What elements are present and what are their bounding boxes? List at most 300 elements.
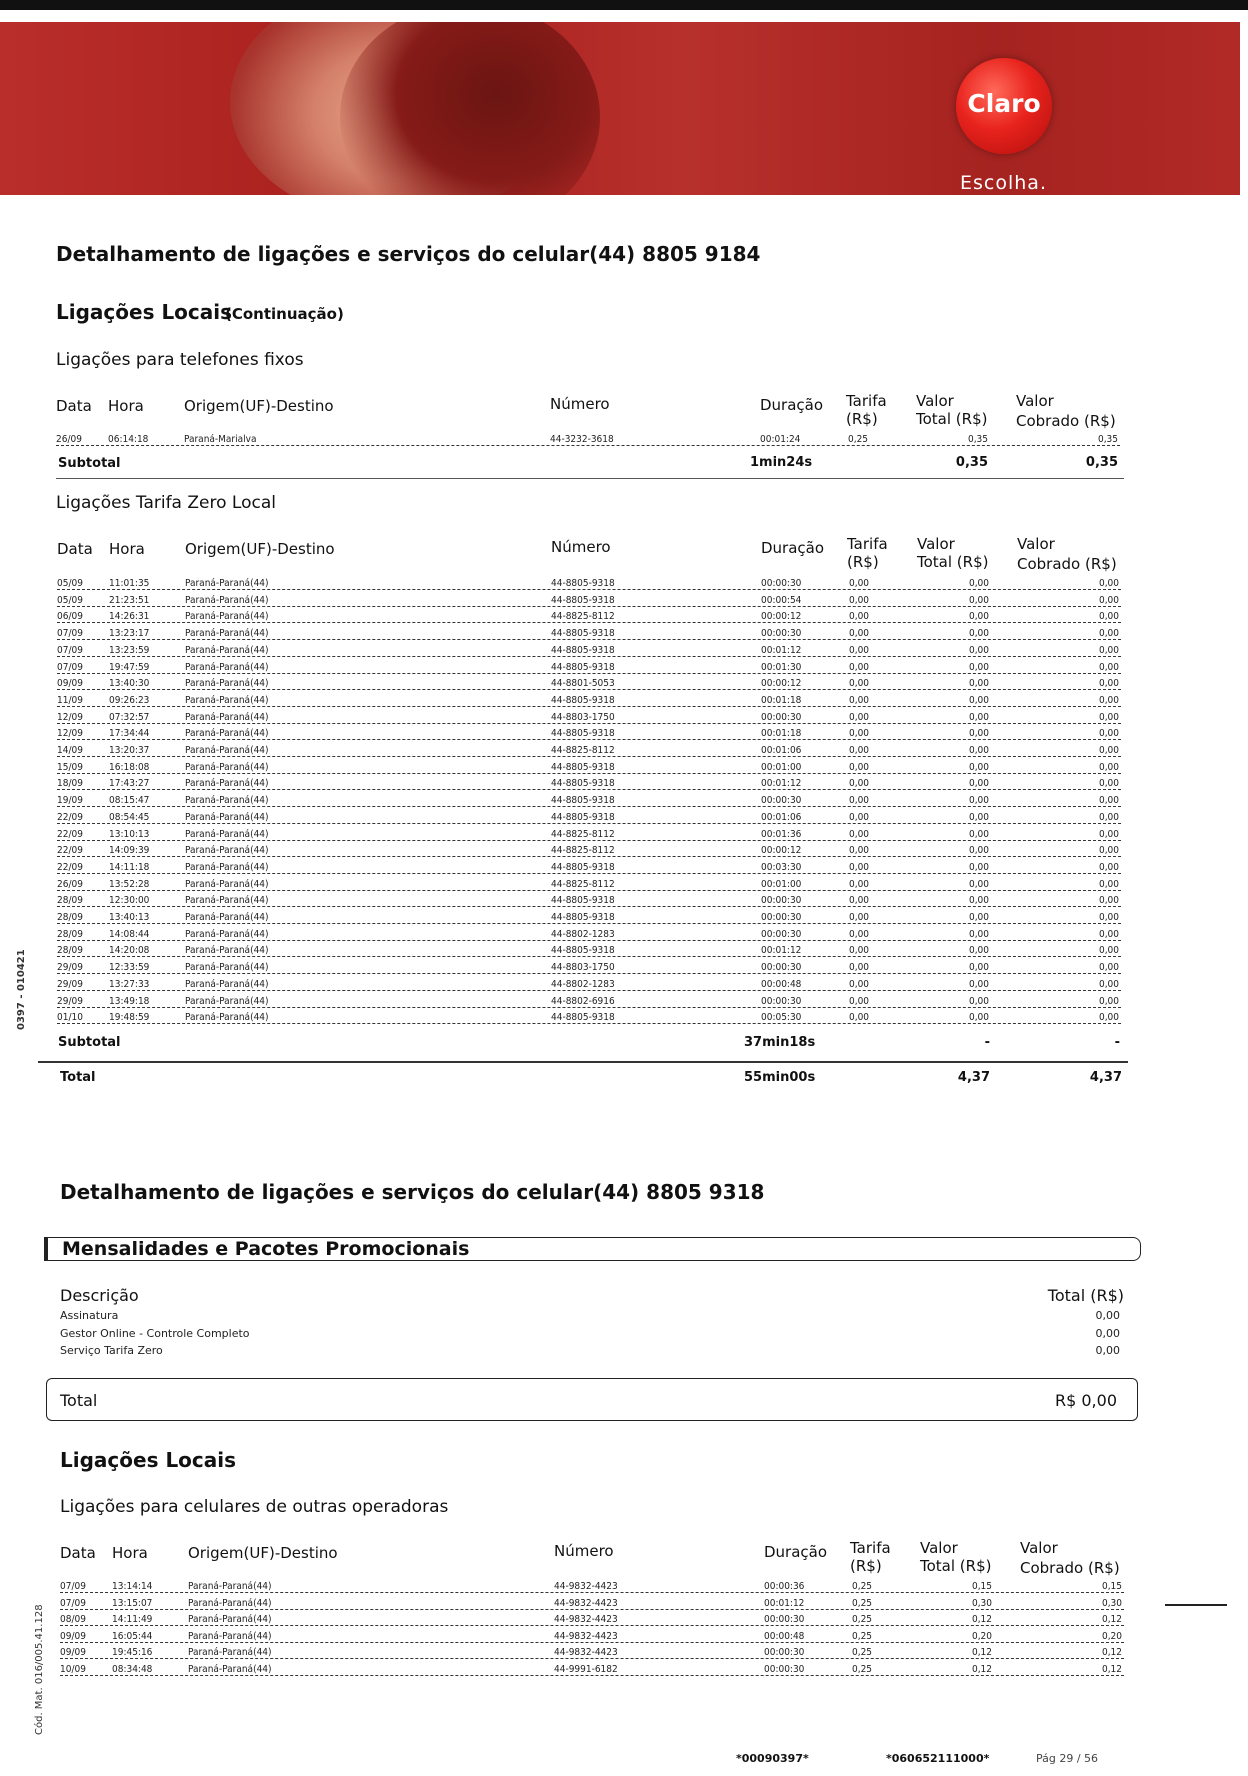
cell-valor-total: 0,00 <box>968 811 989 823</box>
cell-valor-cobrado: 0,00 <box>1098 761 1119 773</box>
row-leader-line <box>60 1609 1124 1610</box>
cell-valor-total: 0,00 <box>968 611 989 623</box>
cell-numero: 44-8805-9318 <box>551 778 615 790</box>
total-divider <box>38 1061 1128 1063</box>
mensalidades-total-value: R$ 0,00 <box>1054 1391 1117 1410</box>
cell-data: 19/09 <box>57 795 83 807</box>
cell-valor-total: 0,00 <box>968 878 989 890</box>
cell-hora: 13:20:37 <box>109 745 150 756</box>
mensalidades-header-box <box>44 1237 1141 1261</box>
section2-group-title: Ligações Locais <box>60 1448 237 1472</box>
mensalidades-col-total: Total (R$) <box>1047 1286 1124 1305</box>
cell-valor-total: 0,00 <box>968 895 989 907</box>
cell-valor-total: 0,00 <box>968 578 989 589</box>
cell-valor-cobrado: 0,00 <box>1098 661 1119 673</box>
row-leader-line <box>57 739 1121 740</box>
cell-hora: 13:49:18 <box>109 995 150 1007</box>
cell-data: 05/09 <box>57 578 83 589</box>
cell-duracao: 00:03:30 <box>761 861 802 873</box>
cell-data: 18/09 <box>57 778 83 790</box>
subtotal2-duracao: 37min18s <box>744 1035 816 1050</box>
cell-valor-total: 0,00 <box>968 628 989 640</box>
cell-duracao: 00:01:00 <box>761 878 802 890</box>
header-banner <box>0 22 1240 195</box>
col-header-valor-cobrado: Valor <box>1020 1539 1058 1557</box>
banner-photo-hair <box>340 22 600 195</box>
row-leader-line <box>57 923 1121 924</box>
row-leader-line <box>57 622 1121 623</box>
cell-hora: 17:34:44 <box>109 728 150 740</box>
cell-valor-total: 0,00 <box>968 594 989 606</box>
cell-numero: 44-8803-1750 <box>551 962 615 974</box>
cell-tarifa: 0,00 <box>849 962 870 974</box>
cell-duracao: 00:01:12 <box>761 644 802 656</box>
cell-hora: 13:14:14 <box>112 1581 153 1592</box>
col-header-data: Data <box>60 1544 96 1562</box>
row-leader-line <box>57 789 1121 790</box>
cell-numero: 44-9832-4423 <box>554 1597 618 1609</box>
cell-numero: 44-8805-9318 <box>551 728 615 740</box>
cell-tarifa: 0,00 <box>849 761 870 773</box>
row-leader-line <box>57 823 1121 824</box>
cell-data: 22/09 <box>57 845 83 857</box>
cell-valor-cobrado: 0,35 <box>1097 434 1118 445</box>
cell-tarifa: 0,00 <box>849 945 870 957</box>
cell-hora: 12:30:00 <box>109 895 150 907</box>
cell-tarifa: 0,00 <box>849 861 870 873</box>
mensalidades-total-label: Total <box>60 1391 98 1410</box>
cell-origem: Paraná-Paraná(44) <box>185 811 269 823</box>
cell-data: 28/09 <box>57 945 83 957</box>
col-header-tarifa-unit: (R$) <box>846 410 878 428</box>
subtotal2-valor-total: - <box>984 1035 990 1050</box>
mensalidade-desc: Assinatura <box>60 1309 119 1322</box>
cell-data: 06/09 <box>57 611 83 623</box>
cell-duracao: 00:00:30 <box>761 962 802 974</box>
row-leader-line <box>57 606 1121 607</box>
divider <box>56 478 1124 479</box>
row-leader-line <box>57 639 1121 640</box>
row-leader-line <box>57 906 1121 907</box>
cell-hora: 13:52:28 <box>109 878 150 890</box>
cell-valor-total: 0,00 <box>968 678 989 690</box>
cell-duracao: 00:00:30 <box>761 995 802 1007</box>
cell-data: 26/09 <box>57 878 83 890</box>
top-edge-bar <box>0 0 1248 10</box>
cell-data: 07/09 <box>60 1597 86 1609</box>
cell-valor-total: 0,00 <box>968 795 989 807</box>
cell-numero: 44-9832-4423 <box>554 1647 618 1658</box>
cell-origem: Paraná-Paraná(44) <box>185 694 269 706</box>
cell-valor-cobrado: 0,00 <box>1098 778 1119 790</box>
cell-numero: 44-8825-8112 <box>551 828 615 840</box>
cell-valor-cobrado: 0,30 <box>1101 1597 1122 1609</box>
footer-code-2: *060652111000* <box>886 1752 990 1765</box>
subtotal2-label: Subtotal <box>58 1035 121 1050</box>
cell-numero: 44-8825-8112 <box>551 611 615 623</box>
cell-valor-cobrado: 0,00 <box>1098 795 1119 807</box>
cell-origem: Paraná-Paraná(44) <box>185 978 269 990</box>
cell-duracao: 00:00:30 <box>761 711 802 723</box>
cell-data: 12/09 <box>57 728 83 740</box>
cell-valor-cobrado: 0,12 <box>1101 1663 1122 1675</box>
cell-hora: 06:14:18 <box>108 434 149 445</box>
cell-valor-cobrado: 0,00 <box>1098 728 1119 740</box>
col-header-valor-total: Valor <box>916 392 954 410</box>
cell-origem: Paraná-Paraná(44) <box>185 578 269 589</box>
cell-valor-total: 0,00 <box>968 845 989 857</box>
cell-data: 14/09 <box>57 745 83 756</box>
cell-hora: 13:27:33 <box>109 978 150 990</box>
cell-numero: 44-8825-8112 <box>551 878 615 890</box>
cell-hora: 19:48:59 <box>109 1012 150 1024</box>
cell-duracao: 00:00:30 <box>761 578 802 589</box>
cell-hora: 14:08:44 <box>109 928 150 940</box>
cell-hora: 19:47:59 <box>109 661 150 673</box>
cell-data: 22/09 <box>57 811 83 823</box>
cell-duracao: 00:01:00 <box>761 761 802 773</box>
mensalidade-total: 0,00 <box>1095 1344 1120 1357</box>
col-header-valor-total: Valor <box>917 535 955 553</box>
cell-numero: 44-8825-8112 <box>551 745 615 756</box>
cell-numero: 44-3232-3618 <box>550 434 614 445</box>
subtotal2-valor-cobrado: - <box>1114 1035 1120 1050</box>
row-leader-line <box>57 890 1121 891</box>
col-header-tarifa: Tarifa <box>846 392 887 410</box>
col-header-data: Data <box>57 540 93 558</box>
cell-tarifa: 0,00 <box>849 594 870 606</box>
cell-duracao: 00:01:12 <box>761 778 802 790</box>
cell-duracao: 00:00:48 <box>761 978 802 990</box>
cell-duracao: 00:01:06 <box>761 811 802 823</box>
cell-valor-total: 0,15 <box>971 1581 992 1592</box>
cell-numero: 44-9832-4423 <box>554 1630 618 1642</box>
cell-tarifa: 0,25 <box>848 434 869 445</box>
cell-valor-cobrado: 0,00 <box>1098 578 1119 589</box>
col-header-origem: Origem(UF)-Destino <box>184 397 334 415</box>
cell-origem: Paraná-Paraná(44) <box>188 1597 272 1609</box>
row-leader-line <box>57 689 1121 690</box>
cell-hora: 21:23:51 <box>109 594 150 606</box>
cell-valor-cobrado: 0,00 <box>1098 845 1119 857</box>
cell-valor-cobrado: 0,00 <box>1098 861 1119 873</box>
col-header-tarifa-unit: (R$) <box>850 1557 882 1575</box>
row-leader-line <box>57 723 1121 724</box>
cell-duracao: 00:01:24 <box>760 434 801 445</box>
cell-origem: Paraná-Paraná(44) <box>188 1614 272 1625</box>
cell-duracao: 00:00:30 <box>761 928 802 940</box>
col-header-tarifa: Tarifa <box>850 1539 891 1557</box>
cell-numero: 44-8805-9318 <box>551 761 615 773</box>
row-leader-line <box>57 873 1121 874</box>
cell-numero: 44-8805-9318 <box>551 945 615 957</box>
cell-data: 07/09 <box>57 644 83 656</box>
cell-tarifa: 0,00 <box>849 845 870 857</box>
col-header-numero: Número <box>550 395 610 413</box>
cell-hora: 13:10:13 <box>109 828 150 840</box>
cell-data: 22/09 <box>57 828 83 840</box>
cell-valor-cobrado: 0,00 <box>1098 644 1119 656</box>
cell-valor-cobrado: 0,00 <box>1098 962 1119 974</box>
cell-numero: 44-8805-9318 <box>551 594 615 606</box>
cell-origem: Paraná-Paraná(44) <box>185 761 269 773</box>
cell-hora: 19:45:16 <box>112 1647 153 1658</box>
cell-valor-total: 0,00 <box>968 711 989 723</box>
cell-origem: Paraná-Paraná(44) <box>185 945 269 957</box>
cell-numero: 44-8805-9318 <box>551 912 615 923</box>
cell-origem: Paraná-Paraná(44) <box>185 878 269 890</box>
row-leader-line <box>57 673 1121 674</box>
cell-valor-total: 0,00 <box>968 828 989 840</box>
row-leader-line <box>57 840 1121 841</box>
cell-data: 05/09 <box>57 594 83 606</box>
cell-hora: 14:11:49 <box>112 1614 153 1625</box>
cell-valor-total: 0,00 <box>968 978 989 990</box>
cell-data: 10/09 <box>60 1663 86 1675</box>
total-duracao: 55min00s <box>744 1070 816 1085</box>
cell-data: 29/09 <box>57 978 83 990</box>
cell-tarifa: 0,25 <box>852 1614 873 1625</box>
row-leader-line <box>60 1658 1124 1659</box>
cell-valor-total: 0,12 <box>971 1614 992 1625</box>
cell-duracao: 00:00:12 <box>761 678 802 690</box>
cell-hora: 13:15:07 <box>112 1597 153 1609</box>
cell-tarifa: 0,00 <box>849 661 870 673</box>
section1-group-note: (Continuação) <box>225 305 344 323</box>
cell-valor-cobrado: 0,00 <box>1098 694 1119 706</box>
col-header-tarifa: Tarifa <box>847 535 888 553</box>
cell-duracao: 00:01:12 <box>764 1597 805 1609</box>
cell-numero: 44-8801-5053 <box>551 678 615 690</box>
cell-data: 29/09 <box>57 995 83 1007</box>
cell-origem: Paraná-Paraná(44) <box>188 1630 272 1642</box>
col-header-origem: Origem(UF)-Destino <box>185 540 335 558</box>
cell-data: 09/09 <box>57 678 83 690</box>
mensalidade-total: 0,00 <box>1095 1309 1120 1322</box>
cell-origem: Paraná-Paraná(44) <box>188 1581 272 1592</box>
cell-numero: 44-8805-9318 <box>551 895 615 907</box>
col-header-valor-cobrado: Valor <box>1017 535 1055 553</box>
cell-hora: 16:05:44 <box>112 1630 153 1642</box>
cell-hora: 09:26:23 <box>109 694 150 706</box>
cell-numero: 44-8802-1283 <box>551 928 615 940</box>
cell-origem: Paraná-Paraná(44) <box>185 795 269 807</box>
cell-valor-cobrado: 0,00 <box>1098 878 1119 890</box>
cell-valor-total: 0,12 <box>971 1647 992 1658</box>
cell-numero: 44-9832-4423 <box>554 1614 618 1625</box>
cell-origem: Paraná-Marialva <box>184 434 257 445</box>
cell-duracao: 00:05:30 <box>761 1012 802 1024</box>
cell-valor-cobrado: 0,00 <box>1098 945 1119 957</box>
col-header-data: Data <box>56 397 92 415</box>
row-leader-line <box>60 1675 1124 1676</box>
cell-valor-cobrado: 0,00 <box>1098 895 1119 907</box>
cell-duracao: 00:00:30 <box>761 628 802 640</box>
row-leader-line <box>60 1642 1124 1643</box>
cell-duracao: 00:00:54 <box>761 594 802 606</box>
side-code-bottom: Cód. Mat. 016/005.41.128 <box>34 1604 45 1735</box>
cell-valor-cobrado: 0,00 <box>1098 611 1119 623</box>
footer-code-1: *00090397* <box>736 1752 809 1765</box>
cell-duracao: 00:00:30 <box>764 1647 805 1658</box>
row-leader-line <box>57 973 1121 974</box>
cell-duracao: 00:00:30 <box>761 912 802 923</box>
cell-origem: Paraná-Paraná(44) <box>188 1663 272 1675</box>
cell-valor-cobrado: 0,12 <box>1101 1647 1122 1658</box>
cell-tarifa: 0,00 <box>849 644 870 656</box>
cell-hora: 14:20:08 <box>109 945 150 957</box>
cell-duracao: 00:00:36 <box>764 1581 805 1592</box>
cell-duracao: 00:00:12 <box>761 611 802 623</box>
cell-numero: 44-8805-9318 <box>551 811 615 823</box>
cell-valor-cobrado: 0,00 <box>1098 628 1119 640</box>
col-header-origem: Origem(UF)-Destino <box>188 1544 338 1562</box>
cell-numero: 44-8805-9318 <box>551 694 615 706</box>
mensalidades-title: Mensalidades e Pacotes Promocionais <box>62 1238 470 1260</box>
row-leader-line <box>57 706 1121 707</box>
cell-valor-cobrado: 0,00 <box>1098 912 1119 923</box>
col-header-valor-cobrado-unit: Cobrado (R$) <box>1017 555 1117 573</box>
cell-duracao: 00:00:30 <box>761 795 802 807</box>
cell-tarifa: 0,25 <box>852 1647 873 1658</box>
cell-origem: Paraná-Paraná(44) <box>185 728 269 740</box>
col-header-valor-total: Valor <box>920 1539 958 1557</box>
cell-tarifa: 0,25 <box>852 1581 873 1592</box>
cell-numero: 44-8805-9318 <box>551 1012 615 1024</box>
cell-duracao: 00:00:30 <box>764 1614 805 1625</box>
cell-tarifa: 0,00 <box>849 811 870 823</box>
cell-hora: 17:43:27 <box>109 778 150 790</box>
cell-valor-total: 0,00 <box>968 928 989 940</box>
cell-hora: 08:34:48 <box>112 1663 153 1675</box>
cell-duracao: 00:01:12 <box>761 945 802 957</box>
cell-tarifa: 0,00 <box>849 795 870 807</box>
cell-duracao: 00:01:18 <box>761 694 802 706</box>
cell-valor-total: 0,12 <box>971 1663 992 1675</box>
col-header-numero: Número <box>554 1542 614 1560</box>
col-header-valor-total-unit: Total (R$) <box>917 553 989 571</box>
total-valor-total: 4,37 <box>957 1070 990 1085</box>
cell-tarifa: 0,00 <box>849 978 870 990</box>
cell-valor-total: 0,00 <box>968 861 989 873</box>
col-header-valor-total-unit: Total (R$) <box>920 1557 992 1575</box>
cell-data: 07/09 <box>57 661 83 673</box>
row-leader-line <box>57 756 1121 757</box>
mensalidade-total: 0,00 <box>1095 1326 1120 1340</box>
cell-tarifa: 0,00 <box>849 678 870 690</box>
cell-tarifa: 0,25 <box>852 1597 873 1609</box>
cell-tarifa: 0,00 <box>849 745 870 756</box>
cell-tarifa: 0,00 <box>849 611 870 623</box>
cell-data: 28/09 <box>57 928 83 940</box>
cell-duracao: 00:00:12 <box>761 845 802 857</box>
cell-valor-total: 0,00 <box>968 1012 989 1024</box>
col-header-hora: Hora <box>109 540 145 558</box>
cell-valor-total: 0,00 <box>968 728 989 740</box>
cell-hora: 07:32:57 <box>109 711 150 723</box>
row-leader-line <box>57 1023 1121 1024</box>
cell-hora: 14:09:39 <box>109 845 150 857</box>
row-leader-line <box>57 589 1121 590</box>
mensalidade-desc: Serviço Tarifa Zero <box>60 1344 163 1357</box>
cell-duracao: 00:00:48 <box>764 1630 805 1642</box>
cell-data: 09/09 <box>60 1647 86 1658</box>
col-header-tarifa-unit: (R$) <box>847 553 879 571</box>
cell-tarifa: 0,00 <box>849 778 870 790</box>
section2-title: Detalhamento de ligações e serviços do celular(44) 8805 9318 <box>60 1180 765 1204</box>
cell-tarifa: 0,00 <box>849 711 870 723</box>
cell-data: 08/09 <box>60 1614 86 1625</box>
cell-valor-total: 0,00 <box>968 945 989 957</box>
section1-title: Detalhamento de ligações e serviços do celular(44) 8805 9184 <box>56 242 761 266</box>
cell-data: 01/10 <box>57 1012 83 1024</box>
cell-data: 07/09 <box>57 628 83 640</box>
cell-valor-total: 0,00 <box>968 761 989 773</box>
cell-tarifa: 0,25 <box>852 1663 873 1675</box>
sub1-title: Ligações para telefones fixos <box>56 350 304 370</box>
cell-valor-cobrado: 0,00 <box>1098 678 1119 690</box>
claro-logo <box>956 58 1052 154</box>
cell-hora: 16:18:08 <box>109 761 150 773</box>
cell-numero: 44-8805-9318 <box>551 661 615 673</box>
cell-data: 28/09 <box>57 895 83 907</box>
cell-origem: Paraná-Paraná(44) <box>185 661 269 673</box>
cell-valor-cobrado: 0,00 <box>1098 1012 1119 1024</box>
row-leader-line <box>57 856 1121 857</box>
cell-origem: Paraná-Paraná(44) <box>185 778 269 790</box>
mensalidades-total-box <box>46 1378 1138 1421</box>
cell-duracao: 00:01:30 <box>761 661 802 673</box>
cell-valor-total: 0,30 <box>971 1597 992 1609</box>
cell-tarifa: 0,25 <box>852 1630 873 1642</box>
cell-tarifa: 0,00 <box>849 694 870 706</box>
cell-origem: Paraná-Paraná(44) <box>185 711 269 723</box>
cell-valor-total: 0,00 <box>968 694 989 706</box>
side-code-top: 0397 - 010421 <box>16 949 27 1030</box>
col-header-hora: Hora <box>108 397 144 415</box>
cell-data: 09/09 <box>60 1630 86 1642</box>
cell-origem: Paraná-Paraná(44) <box>185 644 269 656</box>
cell-numero: 44-8805-9318 <box>551 861 615 873</box>
cell-numero: 44-8805-9318 <box>551 644 615 656</box>
cell-valor-cobrado: 0,00 <box>1098 978 1119 990</box>
cell-duracao: 00:01:36 <box>761 828 802 840</box>
cell-valor-cobrado: 0,00 <box>1098 594 1119 606</box>
cell-origem: Paraná-Paraná(44) <box>188 1647 272 1658</box>
cell-data: 11/09 <box>57 694 83 706</box>
cell-origem: Paraná-Paraná(44) <box>185 928 269 940</box>
section1-group-title: Ligações Locais <box>56 300 233 324</box>
cell-numero: 44-8825-8112 <box>551 845 615 857</box>
cell-data: 12/09 <box>57 711 83 723</box>
cell-origem: Paraná-Paraná(44) <box>185 745 269 756</box>
cell-data: 29/09 <box>57 962 83 974</box>
cell-valor-total: 0,00 <box>968 745 989 756</box>
cell-numero: 44-8802-6916 <box>551 995 615 1007</box>
tagline: Escolha. <box>960 172 1047 194</box>
row-leader-line <box>57 1007 1121 1008</box>
subtotal-valor-cobrado: 0,35 <box>1085 455 1118 470</box>
subtotal-valor-total: 0,35 <box>955 455 988 470</box>
col-header-valor-cobrado-unit: Cobrado (R$) <box>1016 412 1116 430</box>
cell-numero: 44-8805-9318 <box>551 628 615 640</box>
col-header-numero: Número <box>551 538 611 556</box>
mensalidades-col-desc: Descrição <box>60 1286 139 1305</box>
cell-numero: 44-9991-6182 <box>554 1663 618 1675</box>
cell-tarifa: 0,00 <box>849 878 870 890</box>
cell-origem: Paraná-Paraná(44) <box>185 912 269 923</box>
row-leader-line <box>57 656 1121 657</box>
